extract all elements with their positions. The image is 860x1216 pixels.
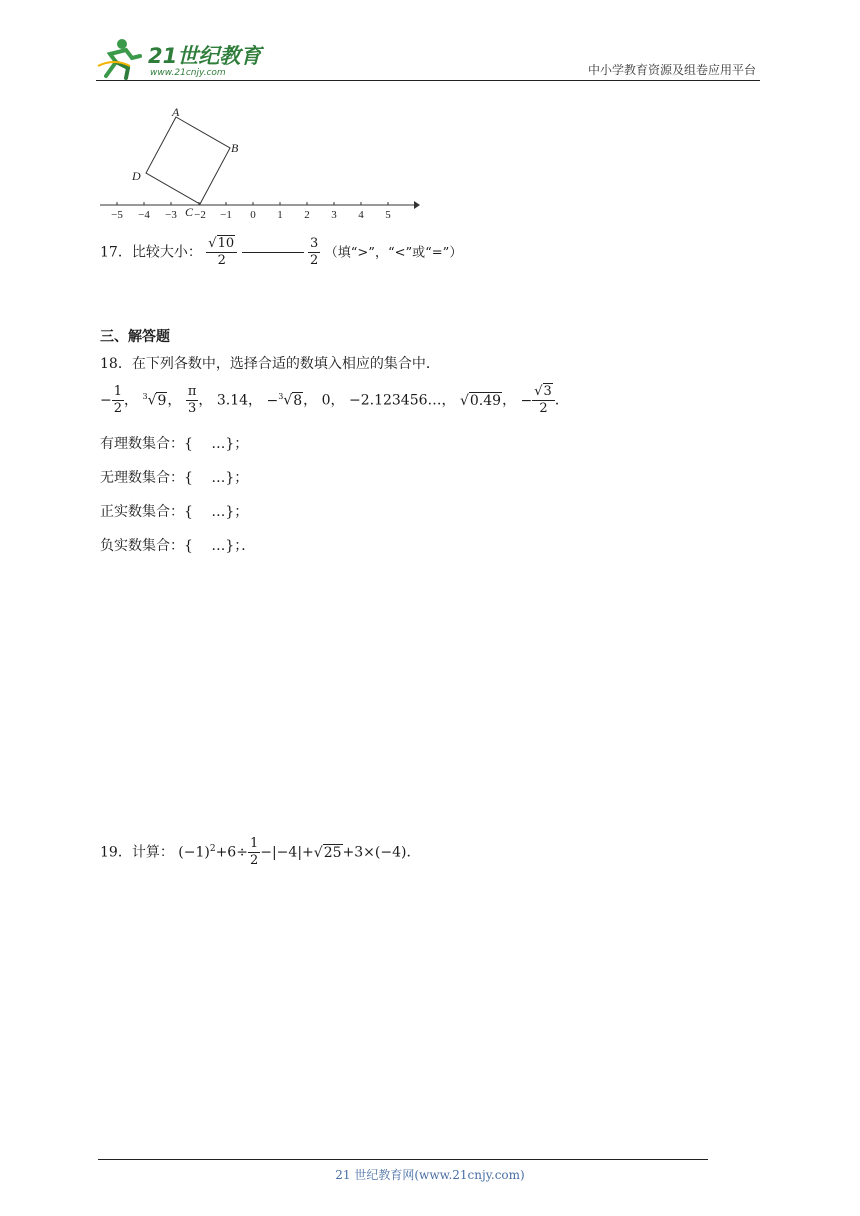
- sqrt-symbol: √10: [208, 236, 235, 251]
- label-d: D: [132, 169, 141, 183]
- tick-label: 2: [304, 209, 310, 221]
- q19-exponent: 2: [209, 843, 216, 854]
- footer-divider: [98, 1159, 708, 1160]
- q18-item-cbrt9: $^3$√9: [142, 391, 167, 409]
- q18-number: 18．: [100, 356, 132, 372]
- header-slogan: 中小学教育资源及组卷应用平台: [587, 63, 756, 77]
- set-body[interactable]: { …}；: [184, 470, 249, 486]
- q18-item-pi-third: $\frac{\pi}{3}$: [187, 384, 197, 416]
- tick-label: −4: [138, 209, 150, 221]
- q18-item-314: 3.14: [216, 392, 249, 409]
- q17-answer-blank[interactable]: [242, 252, 304, 253]
- q19-part2: +6÷: [215, 844, 248, 861]
- q18-item-neg-sqrt3-half: − $\frac{√3}{2}$: [521, 393, 555, 409]
- logo-url: www.21cnjy.com: [150, 68, 226, 78]
- square-abcd: [146, 117, 230, 204]
- question-18-text: [100, 354, 440, 374]
- q17-frac2-den: 2: [310, 253, 319, 268]
- label-b: B: [231, 141, 239, 155]
- q17-fraction-1: [206, 236, 237, 269]
- q17-frac2-num: 3: [310, 236, 319, 251]
- set-label: 有理数集合：: [100, 436, 184, 452]
- set-label: 正实数集合：: [100, 504, 184, 520]
- label-a: A: [172, 105, 180, 119]
- q17-radicand: 10: [217, 236, 235, 251]
- q18-item-zero: 0: [321, 392, 331, 409]
- tick-label: 5: [385, 209, 391, 221]
- set-body[interactable]: { …}；: [184, 436, 249, 452]
- set-positive-real: [100, 501, 248, 521]
- q19-fraction: $\frac{1}{2}$: [249, 836, 259, 868]
- runner-icon: [98, 39, 140, 78]
- q17-fraction-2: [308, 236, 320, 269]
- tick-label: 4: [358, 209, 364, 221]
- tick-label: 3: [331, 209, 337, 221]
- set-irrational: [100, 467, 248, 487]
- tick-label: −3: [165, 209, 177, 221]
- q18-text: 在下列各数中，选择合适的数填入相应的集合中．: [131, 356, 440, 372]
- q18-item-neg-cbrt8: −$^3$√8: [266, 391, 303, 409]
- q19-part3: −|−4|+: [260, 844, 314, 861]
- set-label: 负实数集合：: [100, 538, 184, 554]
- set-negative-real: [100, 535, 255, 555]
- tick-label: −5: [111, 209, 123, 221]
- logo-text: 21世纪教育: [148, 44, 262, 68]
- tick-label: −2: [194, 209, 206, 221]
- set-rational: [100, 433, 248, 453]
- tick-label: 0: [250, 209, 256, 221]
- header-divider: [96, 80, 760, 81]
- label-c: C: [185, 205, 194, 219]
- question-17: [100, 236, 462, 269]
- square-numberline-figure: [96, 104, 426, 224]
- q19-part4: +3×(−4)．: [342, 844, 421, 861]
- q19-number: 19．: [100, 844, 132, 861]
- q17-lead: 比较大小：: [131, 244, 202, 261]
- q18-item-neg-half: $\frac{1}{2}$: [113, 384, 123, 416]
- q18-item-decimal: −2.123456…: [348, 392, 442, 409]
- set-body[interactable]: { …}；．: [184, 538, 256, 554]
- q19-lead: 计算：: [131, 844, 174, 861]
- question-19: [100, 836, 420, 869]
- q18-item-sqrt049: √0.49: [459, 392, 502, 409]
- q17-number: 17．: [100, 244, 132, 261]
- q18-number-list: − $\frac{1}{2}$ ， $^3$√9， $\frac{\pi}{3}$ ， 3.14， −$^3$√8， 0， −2.123456…， √0.49， − $\frac{√3}{2}$ ．: [100, 384, 569, 416]
- tick-label: −1: [220, 209, 232, 221]
- tick-label: 1: [277, 209, 283, 221]
- q17-frac1-den: 2: [217, 253, 226, 268]
- axis-arrow: [414, 201, 420, 209]
- set-label: 无理数集合：: [100, 470, 184, 486]
- section-title: 三、解答题: [100, 329, 170, 345]
- q19-part1: (−1): [178, 844, 210, 861]
- q19-sqrt25: √25: [313, 844, 342, 861]
- site-logo: [96, 36, 266, 80]
- footer-text: 21 世纪教育网(www.21cnjy.com): [335, 1168, 525, 1182]
- set-body[interactable]: { …}；: [184, 504, 249, 520]
- q17-hint: （填“>”，“<”或“=”）: [324, 245, 463, 261]
